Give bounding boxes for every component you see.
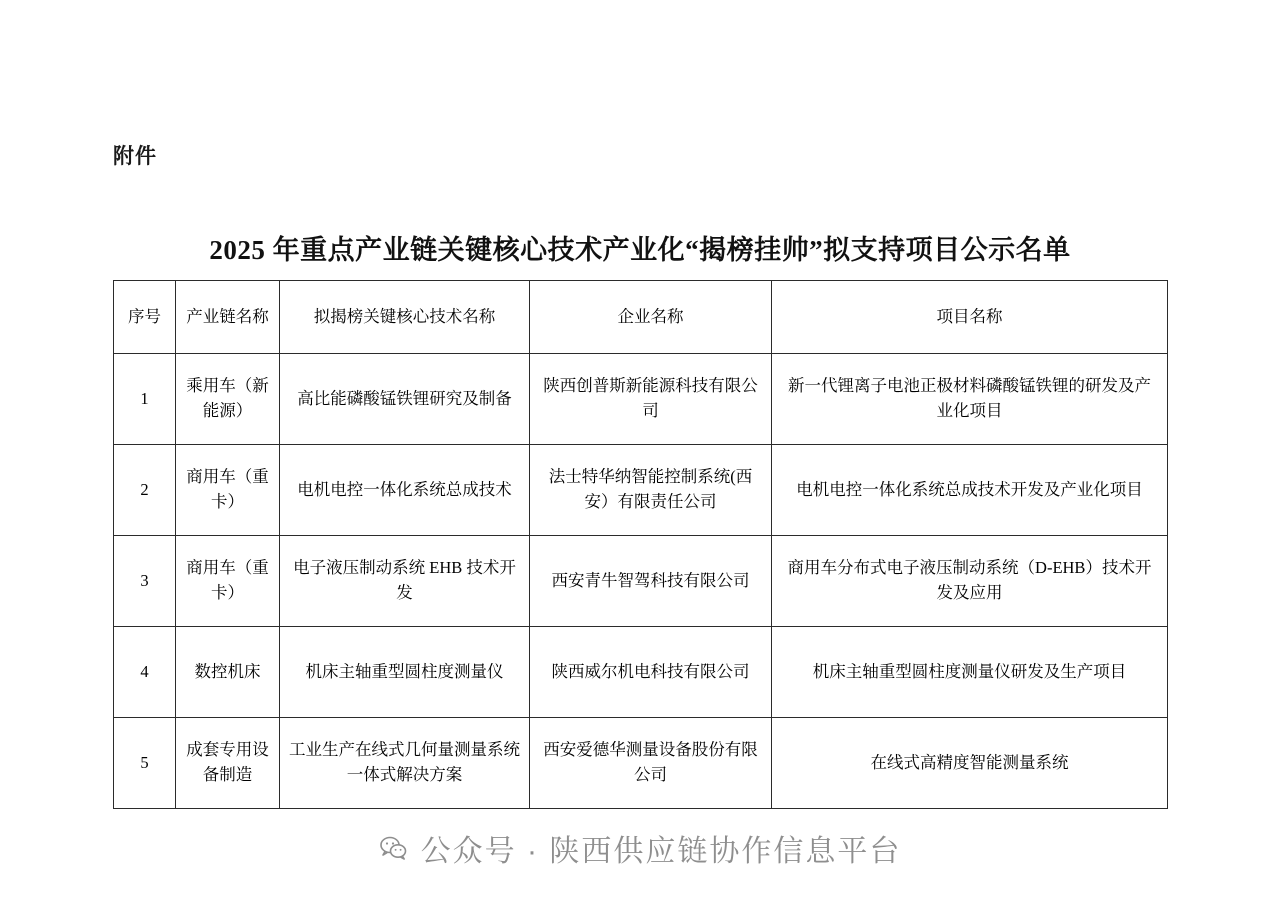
cell-no: 3 xyxy=(114,536,176,627)
watermark-text: 公众号 · 陕西供应链协作信息平台 xyxy=(420,835,902,868)
cell-chain: 乘用车（新能源） xyxy=(176,354,280,445)
cell-no: 1 xyxy=(114,354,176,445)
column-header-no: 序号 xyxy=(114,281,176,354)
table-row xyxy=(114,445,1168,536)
table-row xyxy=(114,718,1168,809)
table-row xyxy=(114,627,1168,718)
cell-project: 机床主轴重型圆柱度测量仪研发及生产项目 xyxy=(772,627,1168,718)
cell-chain: 数控机床 xyxy=(176,627,280,718)
cell-company: 法士特华纳智能控制系统(西安）有限责任公司 xyxy=(530,445,772,536)
cell-chain: 商用车（重卡） xyxy=(176,536,280,627)
cell-tech: 电机电控一体化系统总成技术 xyxy=(280,445,530,536)
cell-company: 西安青牛智驾科技有限公司 xyxy=(530,536,772,627)
column-header-chain: 产业链名称 xyxy=(176,281,280,354)
cell-tech: 机床主轴重型圆柱度测量仪 xyxy=(280,627,530,718)
attachment-label: 附件 xyxy=(113,145,157,168)
column-header-tech: 拟揭榜关键核心技术名称 xyxy=(280,281,530,354)
cell-company: 西安爱德华测量设备股份有限公司 xyxy=(530,718,772,809)
cell-tech: 高比能磷酸锰铁锂研究及制备 xyxy=(280,354,530,445)
table-row xyxy=(114,354,1168,445)
cell-company: 陕西创普斯新能源科技有限公司 xyxy=(530,354,772,445)
cell-no: 2 xyxy=(114,445,176,536)
column-header-project: 项目名称 xyxy=(772,281,1168,354)
cell-project: 电机电控一体化系统总成技术开发及产业化项目 xyxy=(772,445,1168,536)
table-row xyxy=(114,536,1168,627)
cell-project: 商用车分布式电子液压制动系统（D-EHB）技术开发及应用 xyxy=(772,536,1168,627)
cell-tech: 工业生产在线式几何量测量系统一体式解决方案 xyxy=(280,718,530,809)
watermark xyxy=(0,826,1280,870)
table-header-row xyxy=(114,281,1168,354)
cell-project: 在线式高精度智能测量系统 xyxy=(772,718,1168,809)
cell-tech: 电子液压制动系统 EHB 技术开发 xyxy=(280,536,530,627)
cell-project: 新一代锂离子电池正极材料磷酸锰铁锂的研发及产业化项目 xyxy=(772,354,1168,445)
cell-company: 陕西威尔机电科技有限公司 xyxy=(530,627,772,718)
wechat-icon xyxy=(379,834,407,862)
column-header-company: 企业名称 xyxy=(530,281,772,354)
cell-chain: 商用车（重卡） xyxy=(176,445,280,536)
cell-no: 5 xyxy=(114,718,176,809)
project-list-table xyxy=(113,280,1168,809)
page-title: 2025 年重点产业链关键核心技术产业化“揭榜挂帅”拟支持项目公示名单 xyxy=(209,235,1071,265)
cell-no: 4 xyxy=(114,627,176,718)
cell-chain: 成套专用设备制造 xyxy=(176,718,280,809)
